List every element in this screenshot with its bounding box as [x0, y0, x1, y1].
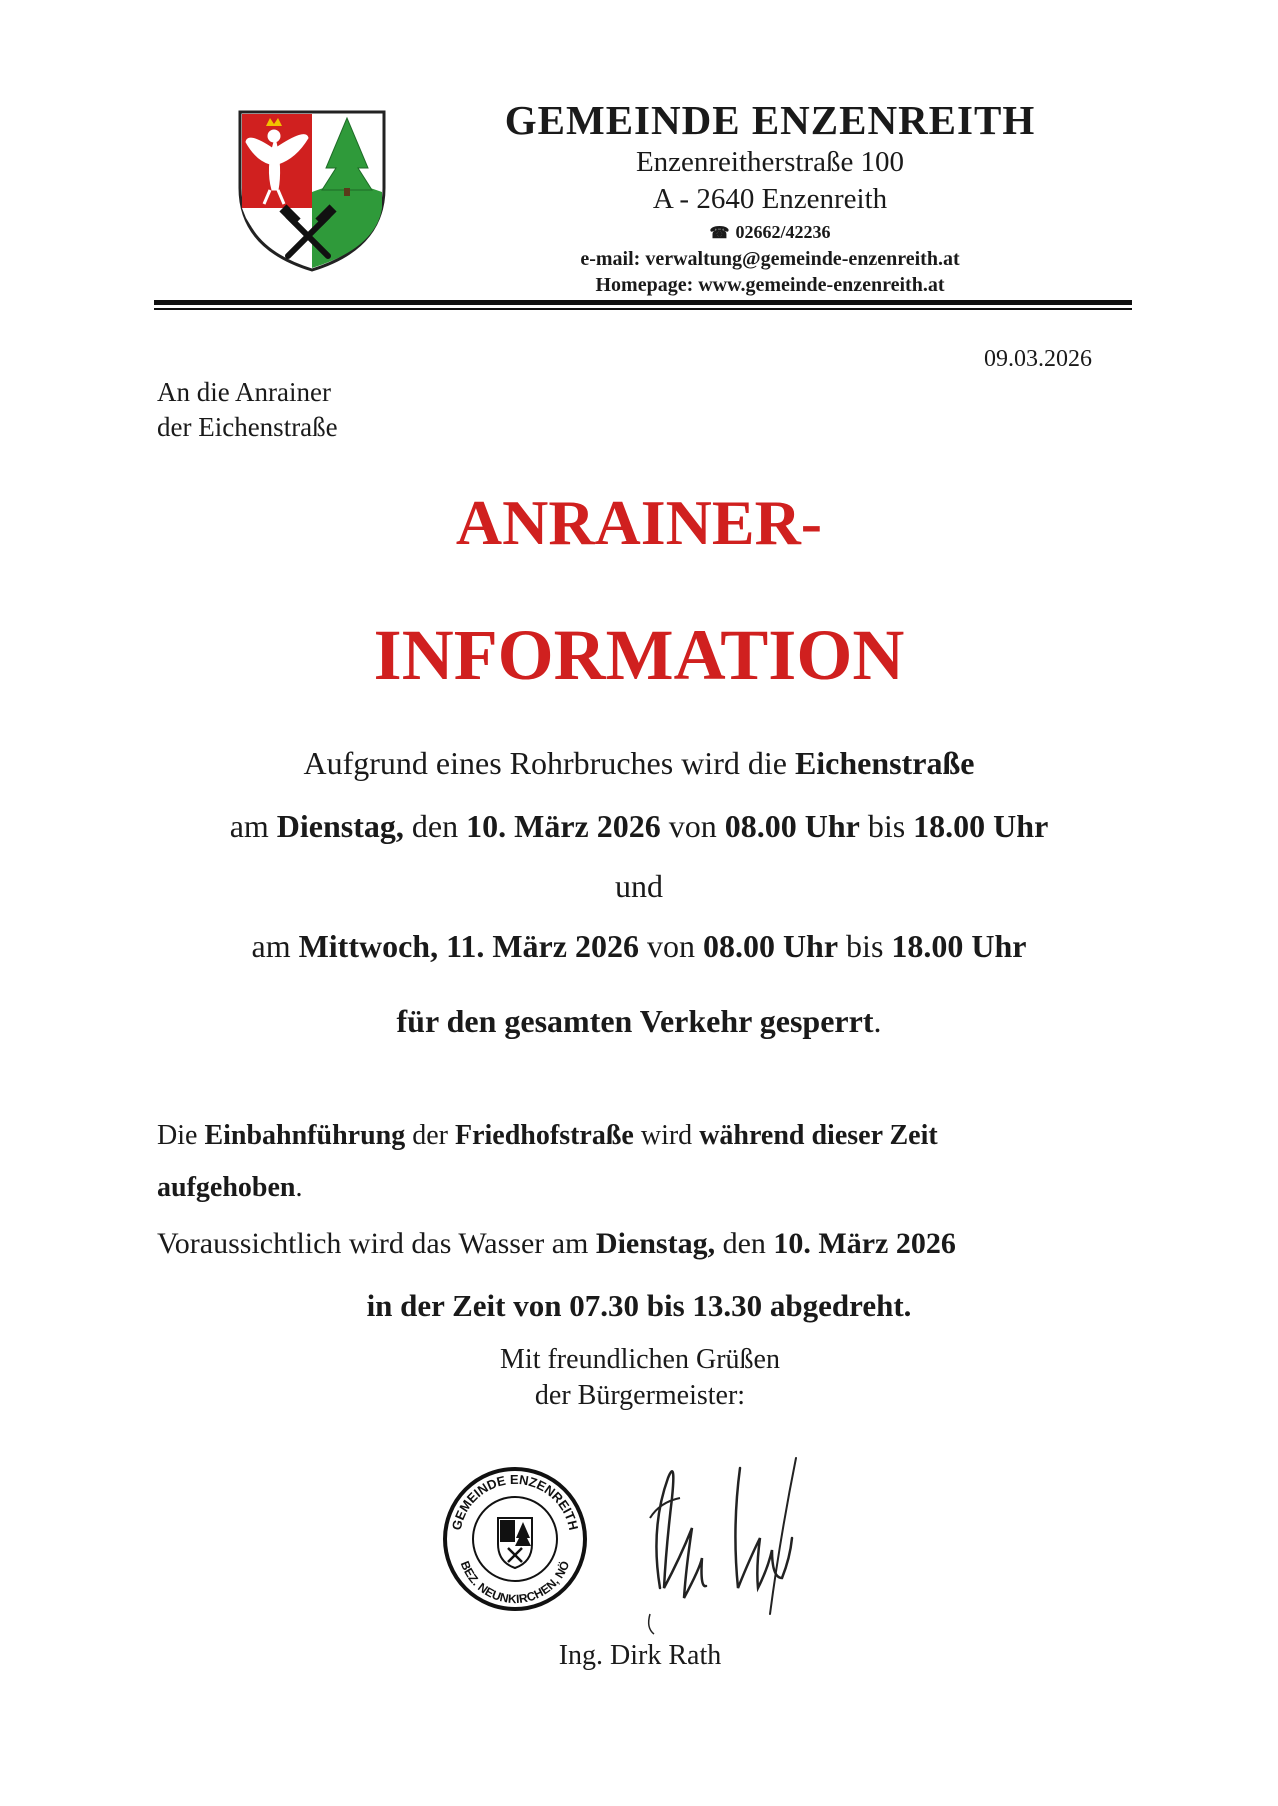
notice-paragraph: in der Zeit von 07.30 bis 13.30 abgedreht.	[366, 1288, 912, 1323]
text-run-bold: Dienstag,	[276, 808, 404, 844]
text-run-bold: aufgehoben	[157, 1172, 296, 1203]
text-run: .	[873, 1003, 882, 1039]
text-run: Voraussichtlich wird das Wasser am	[157, 1227, 596, 1260]
text-run-bold: Eichenstraße	[794, 745, 975, 781]
text-run: bis	[859, 808, 914, 844]
text-run-bold: Friedhofstraße	[455, 1120, 634, 1151]
notice-title-line2: INFORMATION	[373, 615, 905, 695]
text-run: Aufgrund eines Rohrbruches wird die	[303, 745, 795, 781]
text-run: Die	[157, 1120, 205, 1151]
signer-name: Ing. Dirk Rath	[558, 1640, 722, 1671]
notice-paragraph	[157, 1172, 302, 1204]
text-run: der	[405, 1120, 455, 1151]
text-run: von	[660, 808, 725, 844]
announcement-line	[0, 928, 1278, 965]
recipient-line: An die Anrainer	[157, 377, 331, 407]
org-phone	[470, 220, 1070, 246]
text-run: am	[251, 928, 299, 964]
notice-title-line1: ANRAINER-	[455, 487, 823, 558]
org-email: e-mail: verwaltung@gemeinde-enzenreith.at	[580, 248, 960, 270]
stamp-bottom-text: BEZ. NEUNKIRCHEN, NÖ	[457, 1558, 573, 1607]
official-stamp-icon	[442, 1466, 588, 1612]
announcement-line	[0, 808, 1278, 845]
text-run: .	[295, 1172, 303, 1203]
text-run: den	[715, 1227, 774, 1260]
text-run-bold: für den gesamten Verkehr gesperrt	[396, 1003, 874, 1039]
closing-block	[460, 1342, 820, 1414]
recipient-line: der Eichenstraße	[157, 412, 338, 442]
text-run-bold: während dieser Zeit	[699, 1120, 938, 1151]
header-divider	[154, 300, 1132, 305]
text-run-bold: 18.00 Uhr	[913, 808, 1049, 844]
notice-paragraph	[157, 1120, 938, 1152]
text-run-bold: 10. März 2026	[466, 808, 661, 844]
header-divider-thin	[154, 308, 1132, 310]
telephone-icon: ☎	[709, 225, 730, 242]
municipal-crest-icon	[236, 108, 388, 274]
letterhead	[470, 96, 1070, 298]
text-run: bis	[838, 928, 892, 964]
letter-date: 09.03.2026	[984, 346, 1092, 372]
text-run-bold: 10. März 2026	[773, 1227, 956, 1260]
announcement-line	[0, 745, 1278, 782]
text-run: den	[403, 808, 467, 844]
text-run-bold: 08.00 Uhr	[702, 928, 839, 964]
stamp-top-text: GEMEINDE ENZENREITH	[448, 1471, 582, 1532]
text-run: am	[229, 808, 277, 844]
org-city: A - 2640 Enzenreith	[652, 183, 888, 215]
text-run: wird	[633, 1120, 700, 1151]
handwritten-signature-icon	[620, 1438, 840, 1638]
closing-line: Mit freundlichen Grüßen	[500, 1344, 780, 1375]
text-run-bold: 18.00 Uhr	[891, 928, 1027, 964]
org-name: GEMEINDE ENZENREITH	[504, 97, 1036, 143]
text-run-bold: Mittwoch, 11. März 2026	[298, 928, 639, 964]
recipient-block	[157, 375, 338, 445]
announcement-line: und	[615, 868, 663, 904]
org-homepage: Homepage: www.gemeinde-enzenreith.at	[595, 274, 945, 296]
text-run-bold: 08.00 Uhr	[724, 808, 860, 844]
closing-line: der Bürgermeister:	[534, 1380, 746, 1411]
org-street: Enzenreitherstraße 100	[635, 146, 905, 178]
announcement-line	[0, 1003, 1278, 1040]
notice-paragraph	[157, 1227, 956, 1261]
text-run: von	[638, 928, 703, 964]
text-run-bold: Dienstag,	[595, 1227, 716, 1260]
text-run-bold: Einbahnführung	[204, 1120, 406, 1151]
org-phone-number: 02662/42236	[735, 222, 831, 242]
